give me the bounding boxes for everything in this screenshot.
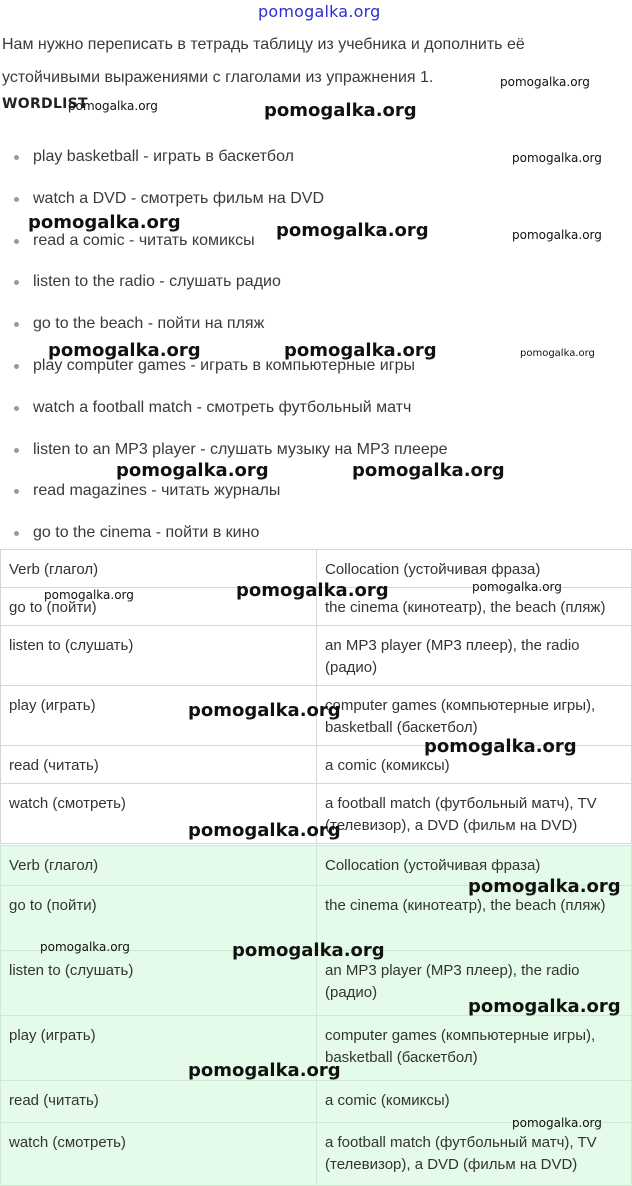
verb-cell: go to (пойти)	[1, 886, 317, 951]
header-collocation: Collocation (устойчивая фраза)	[317, 846, 632, 886]
table-header-row	[1, 846, 632, 886]
watermark: pomogalka.org	[264, 100, 417, 121]
watermark: pomogalka.org	[512, 151, 602, 165]
list-item	[0, 136, 632, 178]
table-row	[1, 784, 632, 844]
answer-table	[0, 845, 632, 1186]
bullet-icon	[14, 448, 19, 453]
watermark: pomogalka.org	[284, 340, 437, 361]
watermark: pomogalka.org	[276, 220, 429, 241]
watermark: pomogalka.org	[468, 876, 621, 897]
header-verb: Verb (глагол)	[1, 846, 317, 886]
list-item	[0, 470, 632, 512]
verb-cell: listen to (слушать)	[1, 626, 317, 686]
watermark: pomogalka.org	[352, 460, 505, 481]
list-item-text: play basketball - играть в баскетбол	[33, 148, 294, 165]
watermark: pomogalka.org	[188, 820, 341, 841]
intro-line-2: устойчивыми выражениями с глаголами из упражнения 1.	[2, 69, 434, 86]
table-row	[1, 1081, 632, 1123]
verb-cell: play (играть)	[1, 1016, 317, 1081]
list-item	[0, 512, 632, 554]
bullet-icon	[14, 280, 19, 285]
bullet-icon	[14, 239, 19, 244]
list-item-text: listen to an MP3 player - слушать музыку на MP3 плеере	[33, 440, 448, 458]
collocation-cell: a football match (футбольный матч), TV (телевизор), a DVD (фильм на DVD)	[317, 1123, 632, 1186]
collocation-cell: a comic (комиксы)	[317, 746, 632, 784]
collocation-cell: the cinema (кинотеатр), the beach (пляж)	[317, 588, 632, 626]
collocation-cell: computer games (компьютерные игры), basketball (баскетбол)	[317, 686, 632, 746]
table-row	[1, 686, 632, 746]
intro-text	[2, 28, 612, 94]
table-header-row	[1, 550, 632, 588]
collocation-table	[0, 549, 632, 844]
watermark: pomogalka.org	[512, 228, 602, 242]
watermark: pomogalka.org	[236, 580, 389, 601]
table-row	[1, 588, 632, 626]
verb-cell: watch (смотреть)	[1, 784, 317, 844]
wordlist	[0, 136, 632, 554]
table-row	[1, 1123, 632, 1186]
collocation-cell: computer games (компьютерные игры), basketball (баскетбол)	[317, 1016, 632, 1081]
watermark: pomogalka.org	[500, 75, 590, 89]
watermark: pomogalka.org	[512, 1116, 602, 1130]
list-item-text: go to the cinema - пойти в кино	[33, 524, 260, 542]
watermark: pomogalka.org	[40, 940, 130, 954]
list-item	[0, 429, 632, 471]
verb-cell: read (читать)	[1, 1081, 317, 1123]
watermark: pomogalka.org	[520, 348, 595, 359]
site-link[interactable]: pomogalka.org	[258, 2, 381, 21]
header-collocation: Collocation (устойчивая фраза)	[317, 550, 632, 588]
table-row	[1, 1016, 632, 1081]
wordlist-title: WORDLIST	[2, 96, 88, 112]
watermark: pomogalka.org	[116, 460, 269, 481]
watermark: pomogalka.org	[48, 340, 201, 361]
intro-line-1: Нам нужно переписать в тетрадь таблицу из учебника и дополнить её	[2, 36, 525, 53]
verb-cell: play (играть)	[1, 686, 317, 746]
list-item	[0, 261, 632, 303]
watermark: pomogalka.org	[232, 940, 385, 961]
bullet-icon	[14, 531, 19, 536]
watermark: pomogalka.org	[28, 212, 181, 233]
list-item-text: go to the beach - пойти на пляж	[33, 315, 265, 333]
collocation-cell: an MP3 player (MP3 плеер), the radio (радио)	[317, 626, 632, 686]
bullet-icon	[14, 197, 19, 202]
verb-cell: go to (пойти)	[1, 588, 317, 626]
watermark: pomogalka.org	[188, 700, 341, 721]
watermark: pomogalka.org	[44, 588, 134, 602]
watermark: pomogalka.org	[188, 1060, 341, 1081]
header-verb: Verb (глагол)	[1, 550, 317, 588]
collocation-cell: a football match (футбольный матч), TV (телевизор), a DVD (фильм на DVD)	[317, 784, 632, 844]
verb-cell: read (читать)	[1, 746, 317, 784]
verb-cell: watch (смотреть)	[1, 1123, 317, 1186]
list-item-text: watch a DVD - смотреть фильм на DVD	[33, 189, 325, 207]
list-item	[0, 178, 632, 220]
table-row	[1, 951, 632, 1016]
bullet-icon	[14, 364, 19, 369]
bullet-icon	[14, 155, 19, 160]
list-item-text: watch a football match - смотреть футбольный матч	[33, 398, 412, 416]
list-item-text: read a comic - читать комиксы	[33, 231, 255, 249]
collocation-cell: an MP3 player (MP3 плеер), the radio (радио)	[317, 951, 632, 1016]
list-item-text: read magazines - читать журналы	[33, 482, 281, 500]
list-item-text: listen to the radio - слушать радио	[33, 273, 281, 291]
watermark: pomogalka.org	[424, 736, 577, 757]
collocation-cell: the cinema (кинотеатр), the beach (пляж)	[317, 886, 632, 951]
list-item	[0, 220, 632, 262]
table-row	[1, 626, 632, 686]
table-row	[1, 886, 632, 951]
table-row	[1, 746, 632, 784]
list-item-text: play computer games - играть в компьютерные игры	[33, 356, 415, 374]
bullet-icon	[14, 322, 19, 327]
list-item	[0, 303, 632, 345]
list-item	[0, 345, 632, 387]
watermark: pomogalka.org	[68, 99, 158, 113]
watermark: pomogalka.org	[472, 580, 562, 594]
verb-cell: listen to (слушать)	[1, 951, 317, 1016]
watermark: pomogalka.org	[468, 996, 621, 1017]
bullet-icon	[14, 489, 19, 494]
bullet-icon	[14, 406, 19, 411]
list-item	[0, 387, 632, 429]
collocation-cell: a comic (комиксы)	[317, 1081, 632, 1123]
